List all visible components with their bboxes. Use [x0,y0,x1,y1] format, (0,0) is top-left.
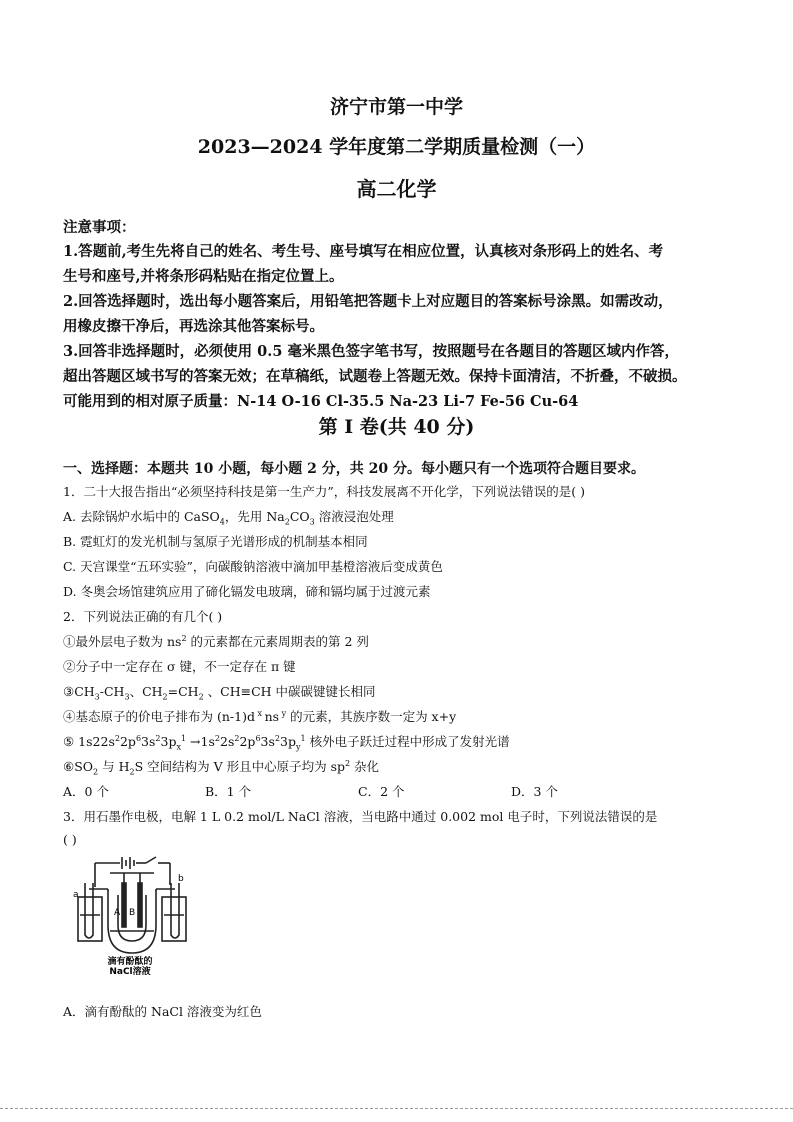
label-a: a [73,890,79,900]
note-1-line-2: 生号和座号,并将条形码粘贴在指定位置上。 [63,268,344,285]
q2-option-c: C．2 个 [358,784,405,799]
note-2-line-1: 2.回答选择题时，选出每小题答案后，用铅笔把答题卡上对应题目的答案标号涂黑。如需改动， [63,293,673,310]
exam-title: 2023—2024 学年度第二学期质量检测（一） [197,136,596,158]
q2-statement-1: ①最外层电子数为 $ns^2$ 的元素都在元素周期表的第 2 列 [63,633,369,649]
school-name: 济宁市第一中学 [329,96,463,118]
electrolysis-apparatus [70,855,190,975]
note-3-line-2: 超出答题区域书写的答案无效；在草稿纸，试题卷上答题无效。保持卡面清洁，不折叠，不破损。 [63,368,687,385]
q2-stem: 2．下列说法正确的有几个( ) [63,609,223,624]
q1-option-d: D. 冬奥会场馆建筑应用了碲化镉发电玻璃，碲和镉均属于过渡元素 [63,584,431,599]
q1-option-b: B. 霓虹灯的发光机制与氢原子光谱形成的机制基本相同 [63,534,368,549]
electrode-A [122,883,126,927]
q3-paren: ( ) [63,832,77,847]
q1-option-c: C. 天宫课堂“五环实验”，向碳酸钠溶液中滴加甲基橙溶液后变成黄色 [63,559,443,574]
u-tube [108,889,156,953]
q2-option-a: A．0 个 [63,784,109,799]
figure-caption-2: NaCl溶液 [109,967,151,975]
q2-statement-2: ②分子中一定存在 σ 键，不一定存在 π 键 [63,659,296,674]
q2-statement-6: $⑥SO_2$ 与 $H_2S$ 空间结构为 V 形且中心原子均为 $sp^2$ 杂化 [63,758,380,777]
beaker-left [78,897,102,941]
section-heading: 一、选择题：本题共 10 小题，每小题 2 分，共 20 分。每小题只有一个选项符合题目要求。 [63,461,645,477]
q2-statement-5: ⑤ $1s22s^22p^63s^23p_x^1 \to 1s^22s^22p^63s^23p_y^1$ 核外电子跃迁过程中形成了发射光谱 [63,733,510,752]
electrode-B [138,883,142,927]
q3-stem: 3．用石墨作电极，电解 1 L 0.2 mol/L NaCl 溶液，当电路中通过 0.002 mol 电子时，下列说法错误的是 [63,809,658,824]
q2-option-d: D．3 个 [511,784,558,799]
label-B: B [129,908,136,918]
q2-statement-3: $③CH_3-CH_3$、$CH_2=CH_2$ 、CH≡CH 中碳碳键键长相同 [63,684,376,702]
q2-statement-4: ④基态原子的价电子排布为 (n-1)d $^x$ ns $^y$ 的元素，其族序数一定为 x+y [63,708,457,724]
atomic-masses: 可能用到的相对原子质量：N-14 O-16 Cl-35.5 Na-23 Li-7 Fe-56 Cu-64 [63,393,579,410]
label-b: b [178,874,184,884]
switch [146,857,156,863]
q3-option-a: A．滴有酚酞的 NaCl 溶液变为红色 [63,1004,262,1019]
note-3-line-1: 3.回答非选择题时，必须使用 0.5 毫米黑色签字笔书写，按照题号在各题目的答题区域内作答， [63,343,679,360]
volume-title: 第 I 卷(共 40 分) [318,416,475,438]
page-bottom-rule [0,1108,793,1109]
label-A: A [114,908,121,918]
test-tube-a [85,883,93,938]
note-2-line-2: 用橡皮擦干净后，再选涂其他答案标号。 [63,318,324,335]
q1-stem: 1．二十大报告指出“必须坚持科技是第一生产力”，科技发展离不开化学，下列说法错误的是( ) [63,484,585,499]
figure-caption-1: 滴有酚酞的 [107,957,153,967]
beaker-right [162,897,186,941]
test-tube-b [171,883,179,938]
electrolysis-figure [70,855,190,975]
note-1-line-1: 1.答题前,考生先将自己的姓名、考生号、座号填写在相应位置，认真核对条形码上的姓名、考 [63,243,664,260]
subject-title: 高二化学 [356,177,437,201]
q1-option-a: A. 去除锅炉水垢中的 CaSO$_4$，先用 $Na_2CO_3$ 溶液浸泡处理 [63,509,394,527]
notes-heading: 注意事项： [63,219,136,236]
q2-option-b: B．1 个 [205,784,252,799]
